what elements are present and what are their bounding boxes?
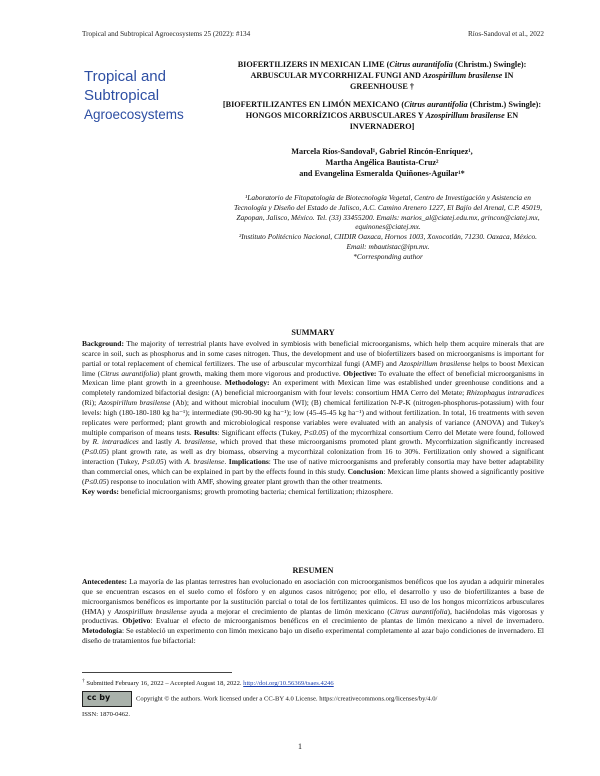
author-line-2: Martha Angélica Bautista-Cruz² bbox=[325, 158, 439, 167]
article-title-english: BIOFERTILIZERS IN MEXICAN LIME (Citrus aurantifolia (Christm.) Swingle): ARBUSCULAR MYCORRHIZAL FUNGI AND Azospirillum brasilense IN GREENHOUSE † bbox=[237, 60, 527, 91]
summary-body: Background: The majority of terrestrial plants have evolved in symbiosis with beneficial microorganisms, which help them acquire minerals that are scarce in soil, such as phosphorus and in some cases nitrogen. Thus, the development and use of biofertilizers based on microorganisms is important for partial or total replacement of chemical fertilizers. The use of arbuscular mycorrhizal fungi (AMF) and Azospirillum brasilense helps to boost Mexican lime (Citrus aurantifolia) plant growth, making them more vigorous and productive. Objective: To evaluate the effect of beneficial microorganisms in Mexican lime plant growth in a greenhouse. Methodology: An experiment with Mexican lime was established under greenhouse conditions and a completely randomized bifactorial design: (A) beneficial microorganism with four levels: consortium HMA Cerro del Metate; Rhizophagus intraradices (Ri); Azospirillum brasilense (Ab); and without microbial inoculum (WI); (B) chemical fertilization N-P-K (nitrogen-phosphorus-potassium) with four levels: high (180-180-180 kg ha⁻¹); intermediate (90-90-90 kg ha⁻¹); low (45-45-45 kg ha⁻¹) and without fertilization. In total, 16 treatments with seven replicates were performed; plant growth and microbiological response variables were evaluated with an analysis of variance (ANOVA) and Tukey's multiple comparison of means tests. Results: Significant effects (Tukey, P≤0.05) of the mycorrhizal consortium Cerro del Metate were found, followed by R. intraradices and lastly A. brasilense, which proved that these microorganisms promoted plant growth. Mycorrhization significantly increased (P≤0.05) plant growth rate, as well as dry biomass, observing a mycorrhizal colonization from 16 to 30%. Fertilization only showed a significant interaction (Tukey, P≤0.05) with A. brasilense. Implications: The use of native microorganisms and preferably consortia may have better adaptability than commercial ones, which can be explained in part by the effects found in this study. Conclusion: Mexican lime plants showed a significantly positive (P≤0.05) response to inoculation with AMF, showing greater plant growth than the other treatments. Key words: beneficial microorganisms; growth promoting bacteria; chemical fertilization; rhizosphere. bbox=[82, 339, 544, 496]
logo-line-2: Subtropical bbox=[84, 87, 160, 104]
cc-by-license-icon[interactable]: cc by bbox=[82, 691, 132, 707]
article-title-spanish: [BIOFERTILIZANTES EN LIMÓN MEXICANO (Citrus aurantifolia (Christm.) Swingle): HONGOS MICORRÍZICOS ARBUSCULARES Y Azospirillum brasilense EN INVERNADERO] bbox=[222, 100, 542, 131]
summary-heading: SUMMARY bbox=[291, 328, 335, 337]
journal-header: Tropical and Subtropical Agroecosystems 25 (2022): #134 bbox=[82, 30, 251, 38]
logo-line-3: Agroecosystems bbox=[84, 107, 184, 122]
submission-footnote: † Submitted February 16, 2022 – Accepted August 18, 2022. http://doi.org/10.56369/tsaes.4246 bbox=[82, 678, 334, 688]
affiliations bbox=[232, 193, 544, 262]
affiliation-2: ²Instituto Politécnico Nacional, CIIDIR Oaxaca, Hornos 1003, Xoxocotlán, 71230. Oaxaca, México. Email: mbautistac@ipn.mx. bbox=[239, 232, 537, 251]
issn: ISSN: 1870-0462. bbox=[82, 711, 130, 718]
footnote-divider bbox=[82, 672, 232, 673]
doi-link[interactable]: http://doi.org/10.56369/tsaes.4246 bbox=[243, 680, 334, 688]
author-list bbox=[222, 146, 542, 179]
corresponding-author-note: *Corresponding author bbox=[353, 251, 423, 261]
logo-line-1: Tropical and bbox=[84, 68, 166, 85]
license-footnote: cc by Copyright © the authors. Work licensed under a CC-BY 4.0 License. https://creativecommons.org/licenses/by/4.0/ bbox=[82, 691, 544, 707]
keywords: Key words: beneficial microorganisms; growth promoting bacteria; chemical fertilization; rhizosphere. bbox=[82, 486, 394, 496]
affiliation-1: ¹Laboratorio de Fitopatología de Biotecnología Vegetal, Centro de Investigación y Asistencia en Tecnología y Diseño del Estado de Jalisco, A.C. Camino Arenero 1227, El Bajío del Arenal, C.P. 45019, Zapopan, Jalisco, México. Tel. (33) 33455200. Emails: marios_al@ciatej.edu.mx, grincon@ciatej.mx, equinones@ciatej.mx. bbox=[234, 193, 542, 232]
journal-logo bbox=[82, 64, 194, 126]
resumen-heading: RESUMEN bbox=[292, 566, 334, 575]
running-authors: Ríos-Sandoval et al., 2022 bbox=[467, 30, 544, 38]
author-line-3: and Evangelina Esmeralda Quiñones-Aguilar¹* bbox=[299, 169, 465, 178]
author-line-1: Marcela Ríos-Sandoval¹, Gabriel Rincón-Enríquez¹, bbox=[291, 147, 473, 156]
resumen-body: Antecedentes: La mayoría de las plantas terrestres han evolucionado en asociación con microorganismos benéficos que los ayudan a adquirir minerales que se encuentran escasos en el suelo como el fósforo y en algunos casos nitrógeno; por ello, el desarrollo y uso de biofertilizantes a base de microorganismos benéficos es importante por la sustitución parcial o total de los fertilizantes químicos. El uso de los hongos micorrízicos arbusculares (HMA) y Azospirillum brasilense ayuda a mejorar el crecimiento de plantas de limón mexicano (Citrus aurantifolia), haciéndolas más vigorosas y productivas. Objetivo: Evaluar el efecto de microorganismos benéficos en el crecimiento de plantas de limón mexicano a nivel de invernadero. Metodología: Se estableció un experimento con limón mexicano bajo un diseño experimental completamente al azar bajo condiciones de invernadero. El diseño de tratamientos fue bifactorial: bbox=[82, 577, 545, 646]
page-number: 1 bbox=[298, 742, 302, 751]
